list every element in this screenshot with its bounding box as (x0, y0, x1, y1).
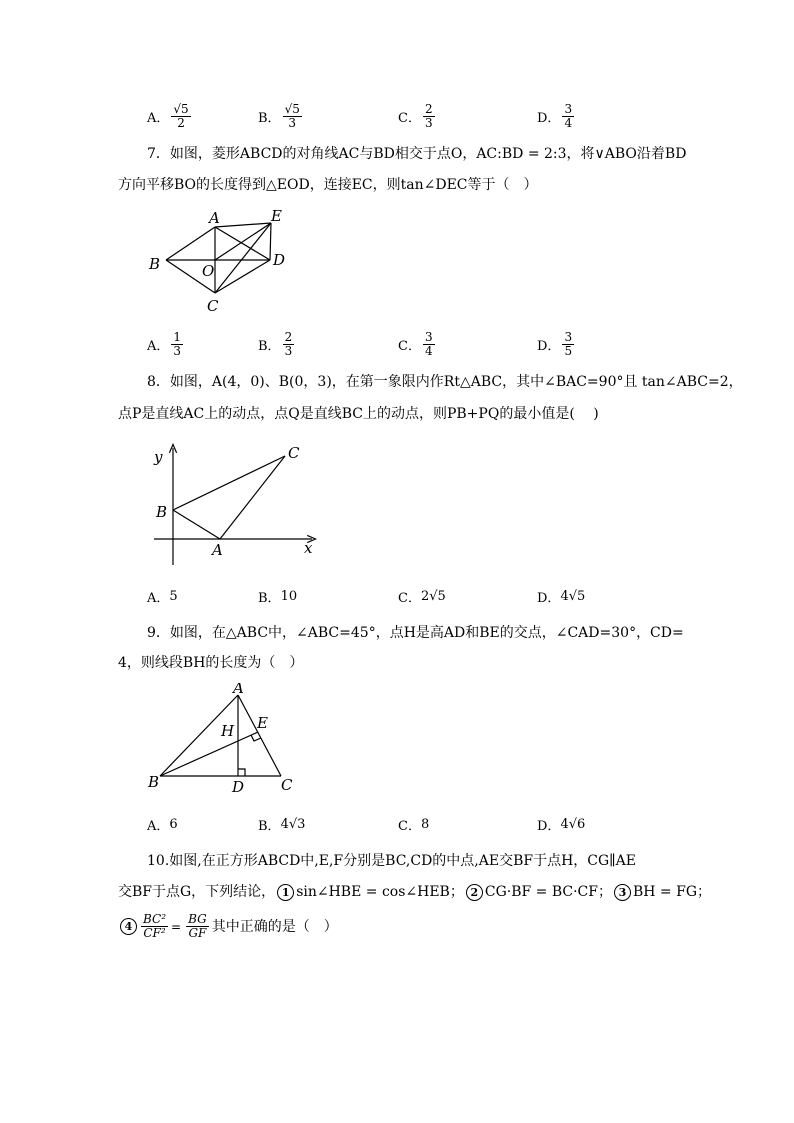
q10-conclusion-1: sin∠HBE = cos∠HEB； (296, 884, 464, 900)
q10-conclusion-2: CG·BF = BC·CF； (484, 884, 612, 900)
q7-label-a: A (209, 209, 220, 227)
option-value: 4√5 (560, 589, 586, 604)
fraction: $\frac{2}{3}$ (424, 102, 433, 130)
circled-number-3: 3 (614, 884, 631, 901)
q9-edge-ac (238, 695, 281, 776)
option-letter: C． (398, 111, 421, 126)
option-letter: A． (147, 339, 170, 354)
q9-right-angle-d (238, 769, 245, 776)
q10-conclusion-3: BH = FG； (632, 884, 712, 900)
q8-label-a: A (212, 541, 223, 559)
fraction: $\frac{√5}{2}$ (173, 102, 189, 130)
q7-option-d[interactable] (537, 331, 574, 358)
q7-edge-ed (270, 223, 271, 260)
q6-option-b[interactable] (258, 103, 302, 130)
q9-label-a: A (233, 683, 244, 697)
q8-text-line1: 8．如图，A(4，0)、B(0，3)，在第一象限内作Rt△ABC，其中∠BAC=90°且 tan∠ABC=2， (147, 374, 743, 390)
q9-label-h: H (221, 722, 235, 740)
q7-edge-ba (166, 227, 215, 260)
option-letter: C． (398, 591, 421, 606)
q9-option-a[interactable] (147, 815, 178, 834)
q7-edge-dc (215, 260, 270, 293)
option-letter: A． (147, 111, 170, 126)
option-letter: D． (537, 111, 561, 126)
option-letter: C． (398, 339, 421, 354)
q8-label-b: B (156, 503, 168, 521)
q10-text-line2 (118, 882, 711, 902)
q8-figure (140, 440, 330, 570)
q7-label-d: D (273, 251, 286, 269)
q7-option-b[interactable] (258, 331, 294, 358)
fraction: $\frac{2}{3}$ (284, 330, 293, 358)
option-value: 8 (420, 817, 430, 832)
option-value: 4√3 (280, 817, 306, 832)
q8-edge-ba (173, 510, 220, 539)
option-value: 10 (280, 589, 298, 604)
circled-number-1: 1 (277, 884, 294, 901)
q7-label-e: E (271, 207, 282, 225)
q9-text-line1: 9．如图，在△ABC中，∠ABC=45°，点H是高AD和BE的交点，∠CAD=30°，CD= (147, 625, 684, 641)
q7-label-c: C (207, 297, 219, 315)
q8-option-d[interactable] (537, 587, 585, 606)
fraction: $\frac{1}{3}$ (173, 330, 182, 358)
q9-label-e: E (257, 714, 268, 732)
q7-text-line2: 方向平移BO的长度得到△EOD，连接EC，则tan∠DEC等于（ ） (118, 177, 538, 193)
q7-text-line1: 7．如图，菱形ABCD的对角线AC与BD相交于点O，AC:BD = 2:3，将∨ABO沿着BD (147, 146, 687, 162)
q9-option-c[interactable] (398, 815, 429, 834)
option-letter: C． (398, 819, 421, 834)
q10-line3-suffix: 其中正确的是（ ） (211, 918, 338, 935)
equals-sign: = (171, 919, 182, 934)
q8-label-y: y (154, 448, 163, 466)
option-letter: A． (147, 591, 170, 606)
q6-option-a[interactable] (147, 103, 191, 130)
q8-label-x: x (304, 539, 313, 557)
q9-option-d[interactable] (537, 815, 585, 834)
q9-text-line2: 4，则线段BH的长度为（ ） (118, 655, 304, 671)
q9-label-d: D (232, 778, 245, 796)
q9-figure (140, 683, 310, 798)
circled-number-2: 2 (466, 884, 483, 901)
q8-option-b[interactable] (258, 587, 297, 606)
q9-option-b[interactable] (258, 815, 305, 834)
fraction: $\frac{√5}{3}$ (284, 102, 300, 130)
option-value: 5 (169, 589, 178, 604)
q10-line2-prefix: 交BF于点G，下列结论， (118, 884, 276, 900)
option-value: 2√5 (420, 589, 446, 604)
option-value: 6 (169, 817, 178, 832)
q8-option-c[interactable] (398, 587, 446, 606)
q10-text-line1: 10.如图,在正方形ABCD中,E,F分别是BC,CD的中点,AE交BF于点H，CG∥AE (147, 853, 636, 869)
q10-fraction-left: $\frac{\text{BC²}}{\text{CF²}}$ (143, 912, 167, 940)
option-letter: D． (537, 339, 561, 354)
q7-label-o: O (202, 262, 215, 280)
option-letter: B． (258, 339, 281, 354)
option-letter: B． (258, 111, 281, 126)
q7-option-c[interactable] (398, 331, 435, 358)
fraction: $\frac{3}{4}$ (424, 330, 433, 358)
q9-label-c: C (281, 776, 293, 794)
circled-number-4: 4 (120, 918, 137, 935)
q7-figure (140, 205, 300, 320)
q7-edge-ec (215, 223, 271, 293)
q7-edge-ad2 (215, 223, 271, 227)
option-letter: B． (258, 819, 281, 834)
fraction: $\frac{3}{5}$ (564, 330, 573, 358)
q8-edge-bc (173, 456, 285, 510)
q6-option-d[interactable] (537, 103, 574, 130)
q10-text-line3 (118, 913, 338, 940)
option-letter: A． (147, 819, 170, 834)
option-letter: B． (258, 591, 281, 606)
q8-option-a[interactable] (147, 587, 178, 606)
q9-label-b: B (148, 773, 160, 791)
q7-option-a[interactable] (147, 331, 183, 358)
q8-label-c: C (288, 444, 300, 462)
option-letter: D． (537, 819, 561, 834)
option-letter: D． (537, 591, 561, 606)
q8-edge-ac (220, 456, 285, 539)
q10-fraction-right: $\frac{BG}{GF}$ (188, 912, 207, 940)
q8-text-line2: 点P是直线AC上的动点，点Q是直线BC上的动点，则PB+PQ的最小值是( ) (118, 406, 599, 422)
q7-label-b: B (149, 255, 161, 273)
q6-option-c[interactable] (398, 103, 435, 130)
fraction: $\frac{3}{4}$ (564, 102, 573, 130)
q7-edge-oe (215, 223, 271, 260)
option-value: 4√6 (560, 817, 586, 832)
